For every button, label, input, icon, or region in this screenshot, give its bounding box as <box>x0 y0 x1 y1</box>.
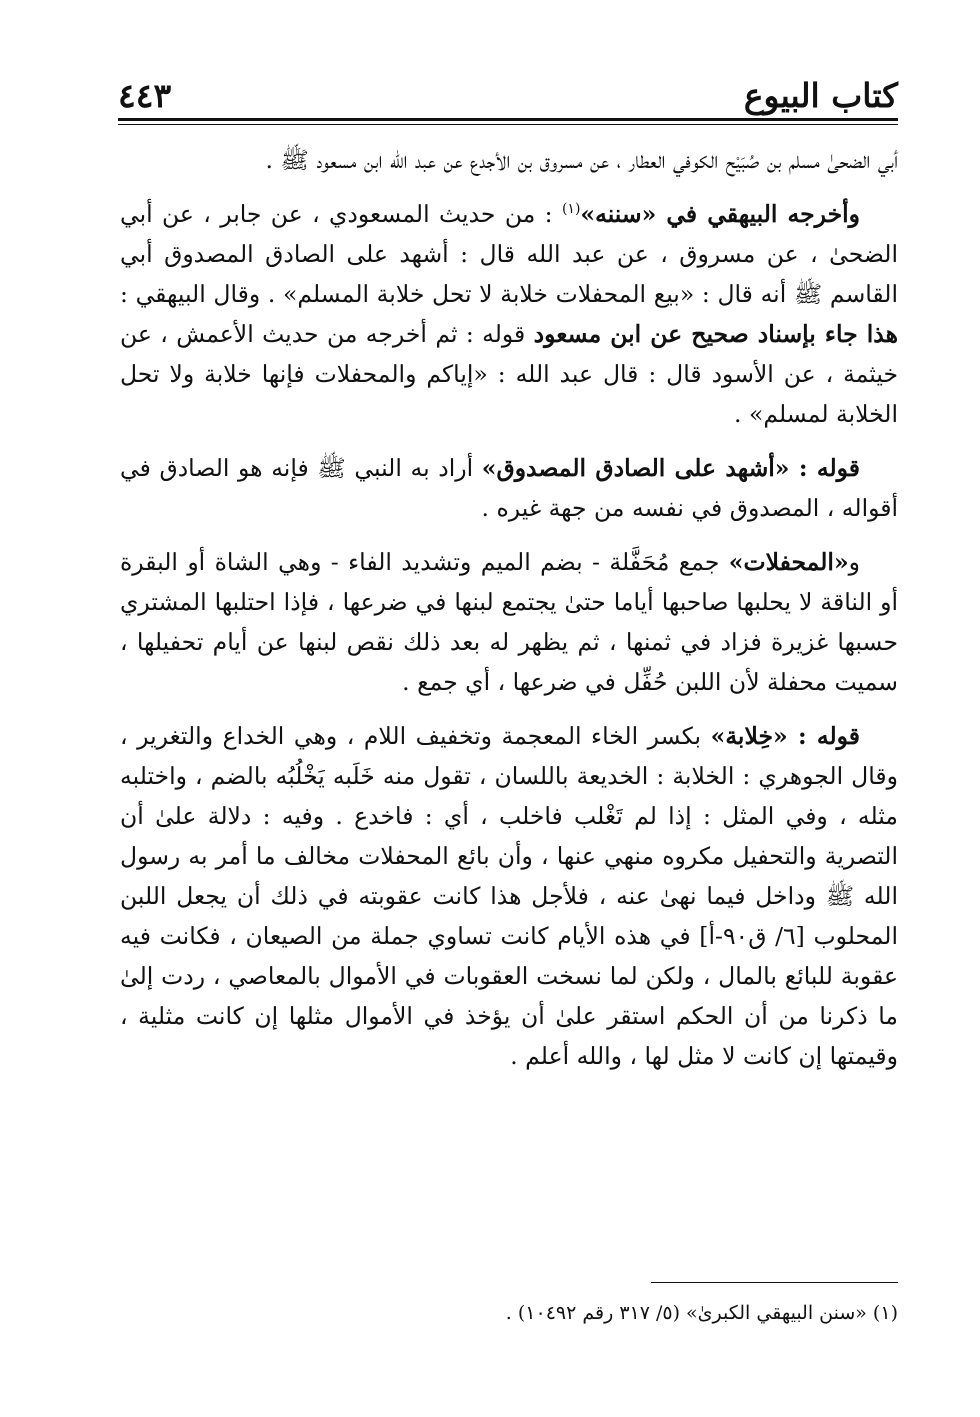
paragraph-2-emphasis: هذا جاء بإسناد صحيح عن ابن مسعود <box>533 320 899 348</box>
main-text <box>120 140 898 1090</box>
paragraph-4-prefix: و <box>848 548 860 576</box>
paragraph-5 <box>120 716 898 1076</box>
paragraph-3-text: أراد به النبي ﷺ فإنه هو الصادق في أقواله ، المصدوق في نفسه من جهة غيره . <box>120 454 898 522</box>
header-rule <box>118 118 898 121</box>
paragraph-2-text-b: قوله : ثم أخرجه من حديث الأعمش ، عن خيثمة ، عن الأسود قال : قال عبد الله : «إياكم والمحفلات فإنها خلابة ولا تحل الخلابة لمسلم» . <box>120 320 898 428</box>
book-title: كتاب البيوع <box>743 76 898 115</box>
paragraph-5-lead: قوله : «خِلابة» <box>710 722 861 750</box>
footnote-separator <box>651 1282 898 1283</box>
paragraph-4 <box>120 542 898 702</box>
footnote-ref-1[interactable]: (١) <box>561 201 581 218</box>
paragraph-4-text: جمع مُحَفَّلة - بضم الميم وتشديد الفاء - وهي الشاة أو البقرة أو الناقة لا يحلبها صاحبها أياما حتىٰ يجتمع لبنها في ضرعها ، فإذا احتلبها المشتري حسبها غزيرة فزاد في ثمنها ، ثم يظهر له بعد ذلك نقص لبنها عن أيام تحفيلها ، سميت محفلة لأن اللبن حُفِّل في ضرعها ، أي جمع . <box>120 548 898 696</box>
paragraph-5-text: بكسر الخاء المعجمة وتخفيف اللام ، وهي الخداع والتغرير ، وقال الجوهري : الخلابة : الخديعة باللسان ، تقول منه خَلَبه يَخْلُبُه بالضم ، واختلبه مثله ، وفي المثل : إذا لم تَغْلب فاخلب ، أي : فاخدع . وفيه : دلالة علىٰ أن التصرية والتحفيل مكروه منهي عنها ، وأن بائع المحفلات مخالف ما أمر به رسول الله ﷺ وداخل فيما نهىٰ عنه ، فلأجل هذا كانت عقوبته في ذلك أن يجعل اللبن المحلوب [٦/ ق٩٠-أ] في هذه الأيام كانت تساوي جملة من الصيعان ، فكانت فيه عقوبة للبائع بالمال ، ولكن لما نسخت العقوبات في الأموال بالمعاصي ، ردت إلىٰ ما ذكرنا من أن الحكم استقر علىٰ أن يؤخذ في الأموال مثلها إن كانت مثلية ، وقيمتها إن كانت لا مثل لها ، والله أعلم . <box>120 722 898 1070</box>
paragraph-3-lead: قوله : «أشهد على الصادق المصدوق» <box>481 454 860 482</box>
paragraph-1 <box>120 140 898 180</box>
page-header <box>118 66 898 122</box>
paragraph-3 <box>120 448 898 528</box>
paragraph-2-lead: وأخرجه البيهقي في «سننه» <box>580 200 860 228</box>
header-rule-thin <box>118 124 898 125</box>
page-number: ٤٤٣ <box>118 76 172 115</box>
paragraph-2-text-a: : من حديث المسعودي ، عن جابر ، عن أبي الضحىٰ ، عن مسروق ، عن عبد الله قال : أشهد على الصادق المصدوق أبي القاسم ﷺ أنه قال : «بيع المحفلات خلابة لا تحل خلابة المسلم» . وقال البيهقي : <box>120 200 898 308</box>
paragraph-1-text: أبي الضحىٰ مسلم بن صُبَيْح الكوفي العطار ، عن مسروق بن الأجدع عن عبد الله ابن مسعود ﷺ . <box>265 146 898 174</box>
footnote-1: (١) «سنن البيهقي الكبرىٰ» (٥/ ٣١٧ رقم ١٠٤٩٢) . <box>505 1302 898 1324</box>
paragraph-4-lead: «المحفلات» <box>728 548 849 576</box>
paragraph-2 <box>120 194 898 434</box>
